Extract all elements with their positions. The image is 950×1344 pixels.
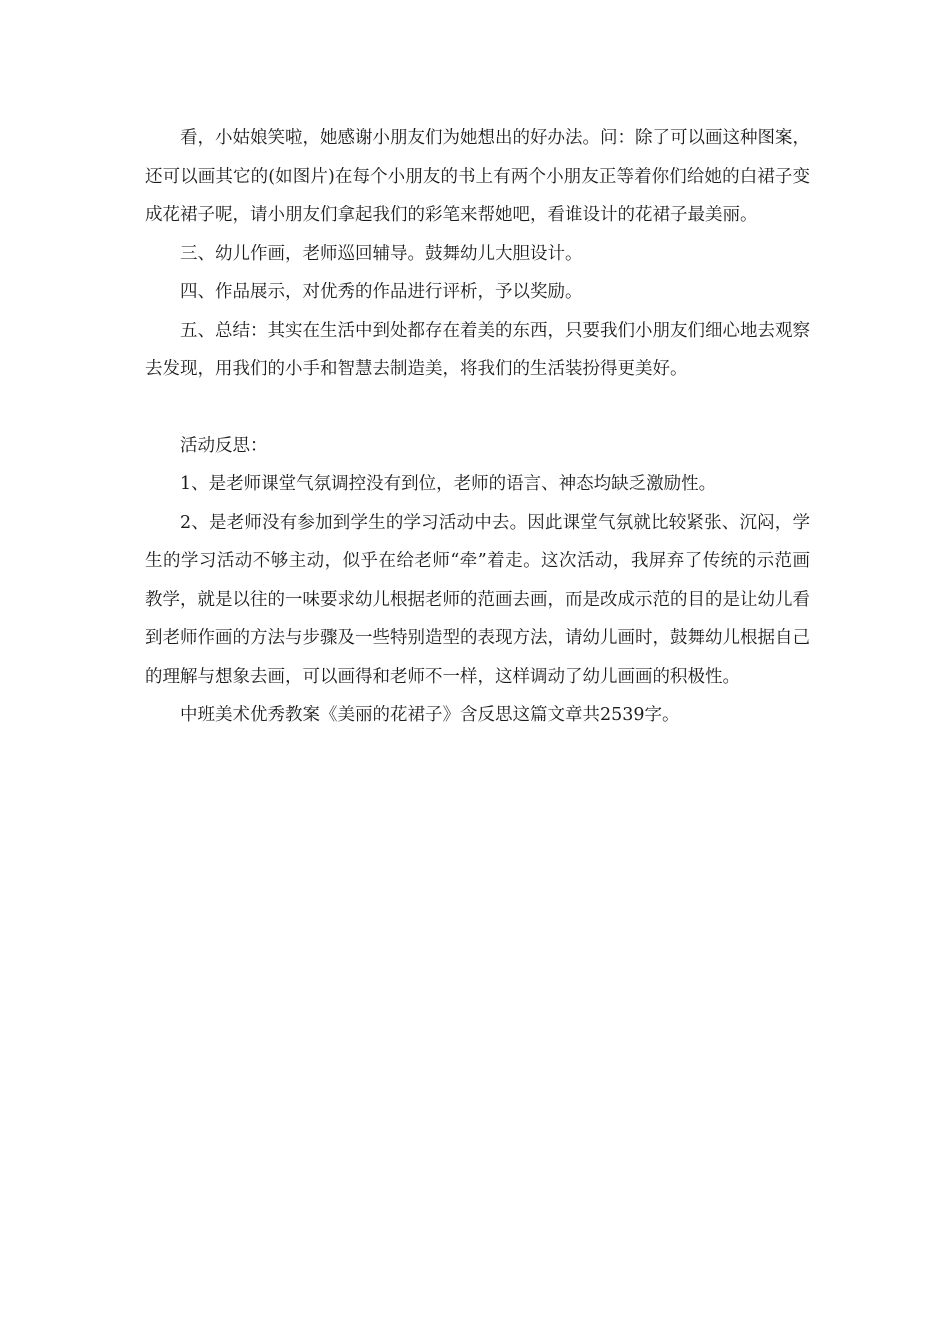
- paragraph-step-three: 三、幼儿作画，老师巡回辅导。鼓舞幼儿大胆设计。: [180, 243, 583, 264]
- reflection-heading: 活动反思：: [180, 435, 268, 456]
- section-spacer: [145, 389, 810, 427]
- article-word-count: 中班美术优秀教案《美丽的花裙子》含反思这篇文章共2539字。: [180, 705, 680, 725]
- reflection-point-two: 2、是老师没有参加到学生的学习活动中去。因此课堂气氛就比较紧张、沉闷，学生的学习活动不够主动，似乎在给老师“牵”着走。这次活动，我屏弃了传统的示范画教学，就是以往的一味要求幼儿根据老师的范画去画，而是改成示范的目的是让幼儿看到老师作画的方法与步骤及一些特别造型的表现方法，请幼儿画时，鼓舞幼儿根据自己的理解与想象去画，可以画得和老师不一样，这样调动了幼儿画画的积极性。: [145, 512, 810, 687]
- paragraph-step-four: 四、作品展示，对优秀的作品进行评析，予以奖励。: [180, 282, 583, 302]
- reflection-point-one: 1、是老师课堂气氛调控没有到位，老师的语言、神态均缺乏激励性。: [180, 474, 717, 494]
- document-body: [145, 119, 810, 735]
- paragraph-intro: 看，小姑娘笑啦，她感谢小朋友们为她想出的好办法。问：除了可以画这种图案，还可以画其它的(如图片)在每个小朋友的书上有两个小朋友正等着你们给她的白裙子变成花裙子呢，请小朋友们拿起我们的彩笔来帮她吧，看谁设计的花裙子最美丽。: [145, 128, 810, 225]
- paragraph-step-five: 五、总结：其实在生活中到处都存在着美的东西，只要我们小朋友们细心地去观察去发现，用我们的小手和智慧去制造美，将我们的生活装扮得更美好。: [145, 320, 810, 379]
